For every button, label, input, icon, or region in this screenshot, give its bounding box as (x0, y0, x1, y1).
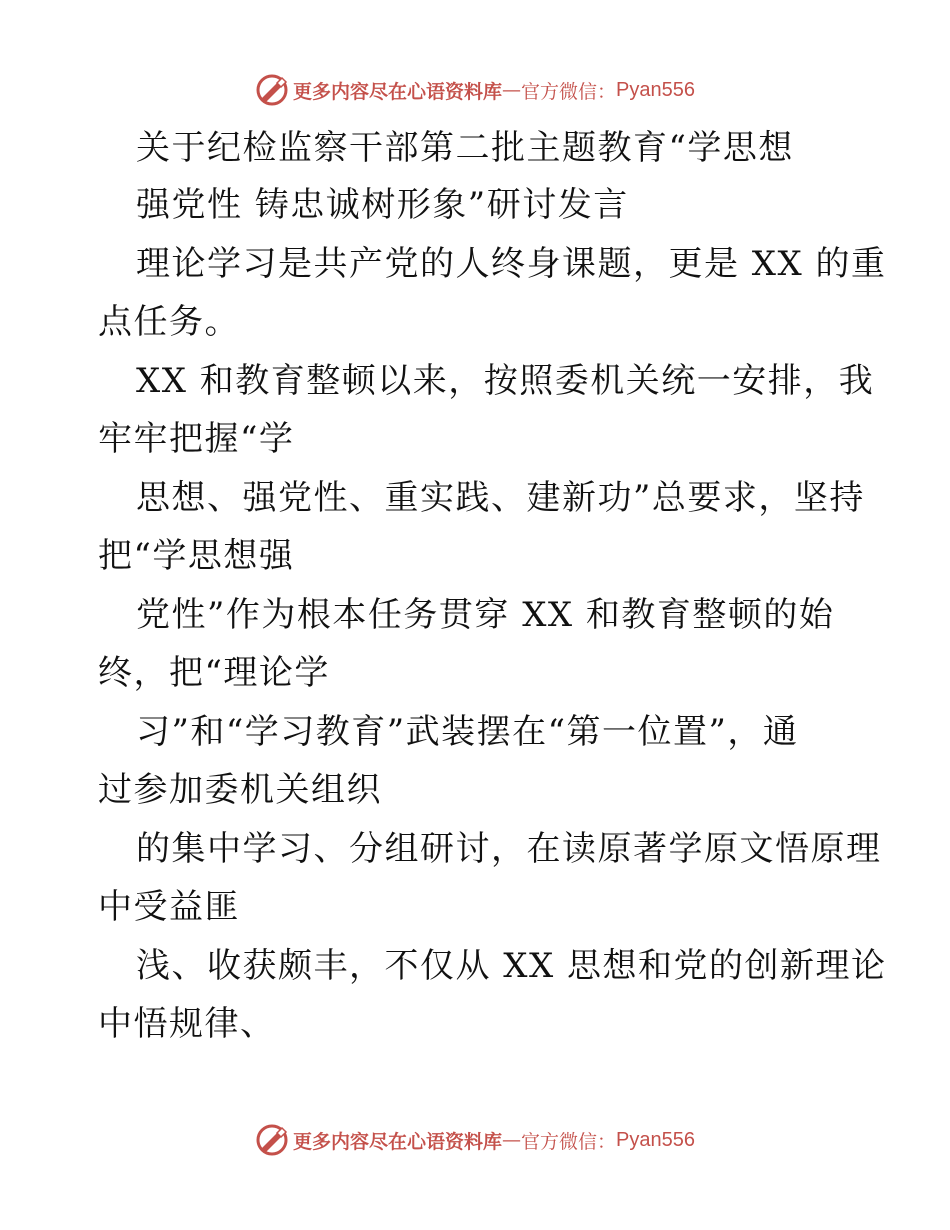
banner-wechat-label: 官方微信： (521, 80, 617, 103)
pen-logo-icon (255, 1123, 289, 1157)
title-line-1: 关于纪检监察干部第二批主题教育“学思想 (136, 128, 794, 168)
footer-banner (0, 1120, 950, 1160)
title-line-2: 强党性 铸忠诚树形象”研讨发言 (136, 185, 629, 225)
body-line: 党性”作为根本任务贯穿 XX 和教育整顿的始 (136, 595, 835, 635)
body-line: 把“学思想强 (98, 536, 295, 576)
body-line: 中受益匪 (98, 887, 240, 927)
pen-logo-icon (255, 73, 289, 107)
body-line: XX 和教育整顿以来，按照委机关统一安排，我 (136, 361, 875, 401)
banner-wechat-id: Pyan556 (616, 78, 695, 101)
body-line: 思想、强党性、重实践、建新功”总要求，坚持 (136, 478, 865, 518)
banner-wechat-id: Pyan556 (616, 1128, 695, 1151)
banner-dash: — (502, 1129, 522, 1151)
body-line: 浅、收获颇丰，不仅从 XX 思想和党的创新理论 (136, 946, 887, 986)
body-line: 过参加委机关组织 (98, 770, 382, 810)
body-line: 理论学习是共产党的人终身课题，更是 XX 的重 (136, 244, 887, 284)
body-line: 中悟规律、 (98, 1004, 276, 1044)
body-line: 点任务。 (98, 302, 240, 342)
banner-wechat-label: 官方微信： (521, 1130, 617, 1153)
banner-dash: — (502, 79, 522, 101)
body-line: 的集中学习、分组研讨，在读原著学原文悟原理 (136, 829, 882, 869)
header-banner (0, 70, 950, 110)
body-line: 习”和“学习教育”武装摆在“第一位置”，通 (136, 712, 799, 752)
body-line: 终，把“理论学 (98, 653, 330, 693)
banner-site-text: 更多内容尽在心语资料库 (293, 80, 503, 103)
banner-site-text: 更多内容尽在心语资料库 (293, 1130, 503, 1153)
body-line: 牢牢把握“学 (98, 419, 295, 459)
